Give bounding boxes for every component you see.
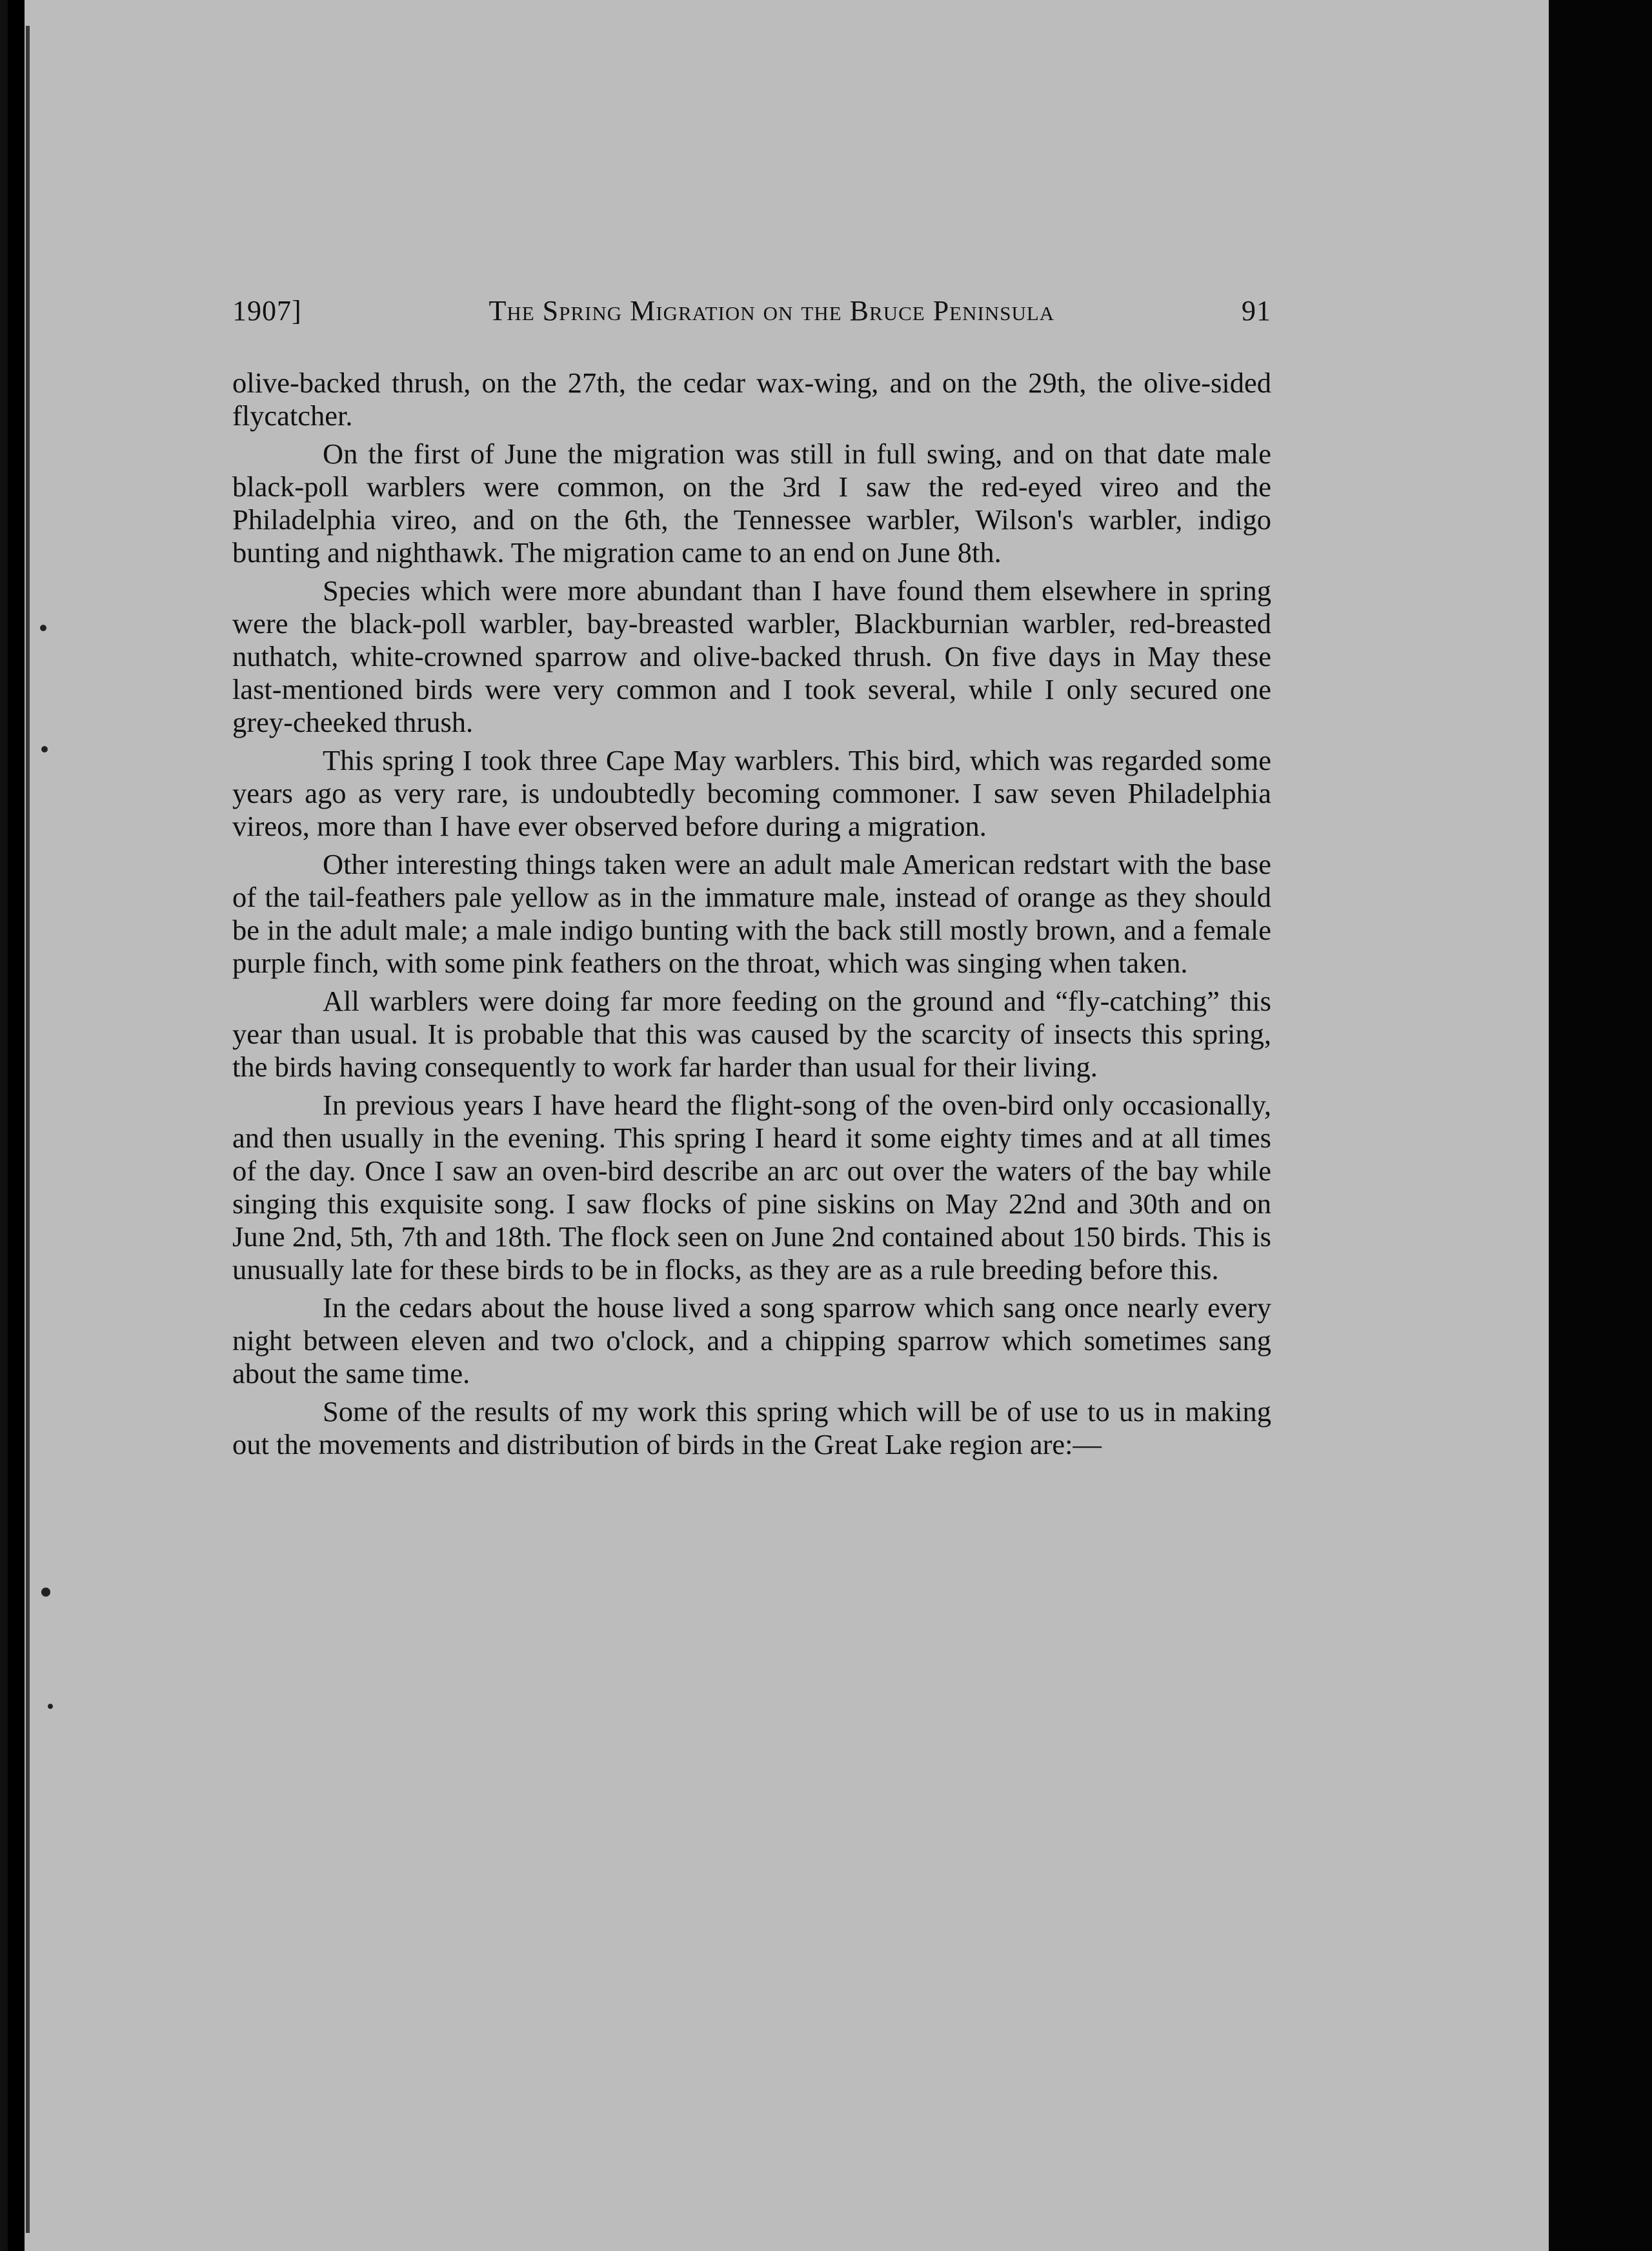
running-head-year: 1907] <box>232 295 302 327</box>
page-number: 91 <box>1241 295 1271 327</box>
margin-speck <box>41 1588 50 1597</box>
body-text <box>232 367 1271 1466</box>
paragraph: On the first of June the migration was still in full swing, and on that date male black-poll warblers were common, on the 3rd I saw the red-eyed vireo and the Philadelphia vireo, and on the 6th, the Tennessee warbler, Wilson's warbler, indigo bunting and nighthawk. The migration came to an end on June 8th. <box>232 438 1271 569</box>
margin-speck <box>48 1704 53 1709</box>
paragraph: In the cedars about the house lived a song sparrow which sang once nearly every night between eleven and two o'clock, and a chipping sparrow which sometimes sang about the same time. <box>232 1291 1271 1389</box>
margin-speck <box>41 746 48 752</box>
paragraph: olive-backed thrush, on the 27th, the cedar wax-wing, and on the 29th, the olive-sided flycatcher. <box>232 367 1271 432</box>
scan-shadow <box>1549 0 1652 2251</box>
paragraph: All warblers were doing far more feeding on the ground and “fly-catching” this year than usual. It is probable that this was caused by the scarcity of insects this spring, the birds having consequently to work far harder than usual for their living. <box>232 985 1271 1083</box>
running-head-title: The Spring Migration on the Bruce Peninsula <box>489 295 1055 327</box>
page-left-edge <box>0 0 8 2251</box>
paragraph: Species which were more abundant than I have found them elsewhere in spring were the black-poll warbler, bay-breasted warbler, Blackburnian warbler, red-breasted nuthatch, white-crowned sparrow and olive-backed thrush. On five days in May these last-mentioned birds were very common and I took several, while I only secured one grey-cheeked thrush. <box>232 574 1271 738</box>
paragraph: Other interesting things taken were an adult male American redstart with the base of the tail-feathers pale yellow as in the immature male, instead of orange as they should be in the adult male; a male indigo bunting with the back still mostly brown, and a female purple finch, with some pink feathers on the throat, which was singing when taken. <box>232 848 1271 979</box>
paragraph: Some of the results of my work this spring which will be of use to us in making out the movements and distribution of birds in the Great Lake region are:— <box>232 1395 1271 1460</box>
paragraph: In previous years I have heard the flight-song of the oven-bird only occasionally, and then usually in the evening. This spring I heard it some eighty times and at all times of the day. Once I saw an oven-bird describe an arc out over the waters of the bay while singing this exquisite song. I saw flocks of pine siskins on May 22nd and 30th and on June 2nd, 5th, 7th and 18th. The flock seen on June 2nd contained about 150 birds. This is unusually late for these birds to be in flocks, as they are as a rule breeding before this. <box>232 1089 1271 1286</box>
binding-rule <box>26 26 30 2233</box>
running-head <box>232 292 1271 330</box>
margin-speck <box>40 625 46 631</box>
paragraph: This spring I took three Cape May warblers. This bird, which was regarded some years ago as very rare, is undoubtedly becoming commoner. I saw seven Philadelphia vireos, more than I have ever observed before during a migration. <box>232 744 1271 842</box>
